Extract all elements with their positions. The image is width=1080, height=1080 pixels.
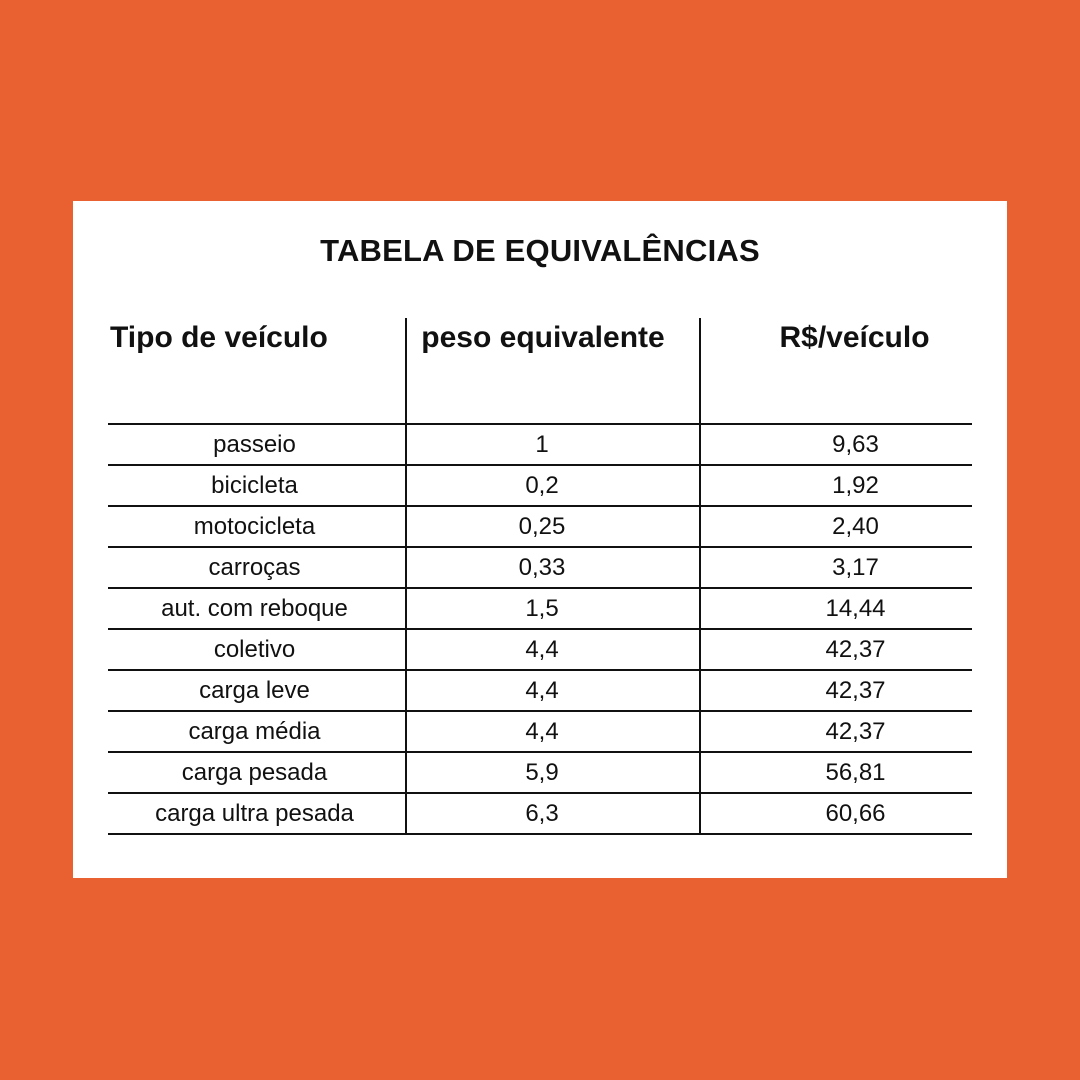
table-row [108, 629, 972, 670]
weight-cell: 0,25 [406, 506, 700, 547]
table-row [108, 547, 972, 588]
vehicle-cell: carga pesada [108, 752, 406, 793]
vehicle-cell: passeio [108, 424, 406, 465]
price-cell: 14,44 [700, 588, 972, 629]
weight-cell: 4,4 [406, 711, 700, 752]
table-row [108, 424, 972, 465]
vehicle-cell: carga média [108, 711, 406, 752]
equivalence-card [73, 201, 1007, 878]
weight-cell: 6,3 [406, 793, 700, 834]
vehicle-cell: coletivo [108, 629, 406, 670]
price-cell: 42,37 [700, 670, 972, 711]
equivalence-table [108, 318, 972, 835]
header-row [108, 318, 972, 424]
table-row [108, 588, 972, 629]
price-cell: 60,66 [700, 793, 972, 834]
table-row [108, 465, 972, 506]
price-cell: 42,37 [700, 711, 972, 752]
vehicle-cell: carga ultra pesada [108, 793, 406, 834]
table-row [108, 506, 972, 547]
price-cell: 3,17 [700, 547, 972, 588]
table-title: TABELA DE EQUIVALÊNCIAS [320, 233, 760, 268]
table-row [108, 711, 972, 752]
weight-cell: 4,4 [406, 670, 700, 711]
header-vehicle-type: Tipo de veículo [108, 318, 406, 424]
weight-cell: 0,2 [406, 465, 700, 506]
header-price: R$/veículo [700, 318, 972, 424]
weight-cell: 5,9 [406, 752, 700, 793]
price-cell: 9,63 [700, 424, 972, 465]
vehicle-cell: carga leve [108, 670, 406, 711]
price-cell: 1,92 [700, 465, 972, 506]
price-cell: 56,81 [700, 752, 972, 793]
price-cell: 2,40 [700, 506, 972, 547]
vehicle-cell: motocicleta [108, 506, 406, 547]
weight-cell: 1,5 [406, 588, 700, 629]
header-weight: peso equivalente [406, 318, 700, 424]
table-row [108, 793, 972, 834]
price-cell: 42,37 [700, 629, 972, 670]
table-row [108, 670, 972, 711]
weight-cell: 1 [406, 424, 700, 465]
vehicle-cell: bicicleta [108, 465, 406, 506]
vehicle-cell: aut. com reboque [108, 588, 406, 629]
weight-cell: 0,33 [406, 547, 700, 588]
table-row [108, 752, 972, 793]
weight-cell: 4,4 [406, 629, 700, 670]
vehicle-cell: carroças [108, 547, 406, 588]
